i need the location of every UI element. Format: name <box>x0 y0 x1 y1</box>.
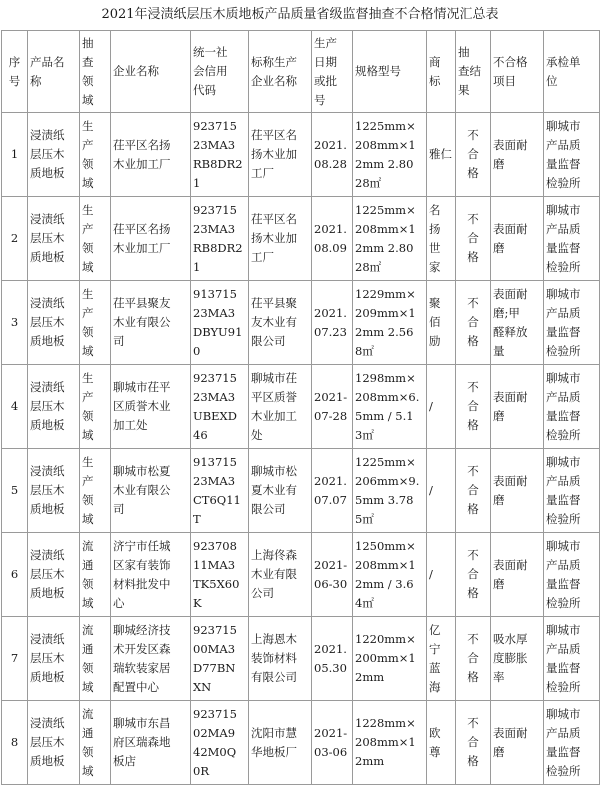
cell-lab: 聊城市 产品质 量监督 检验所 <box>544 365 600 449</box>
cell-result: 不 合 格 <box>456 365 491 449</box>
cell-credit-code: 923715 23MA3 RB8DR2 1 <box>191 113 249 197</box>
cell-field: 生 产 领 域 <box>80 449 111 533</box>
cell-result: 不 合 格 <box>456 449 491 533</box>
table-row <box>2 617 600 701</box>
cell-spec: 1228mm× 208mm×1 2mm <box>353 701 427 785</box>
table-row <box>2 365 600 449</box>
cell-credit-code: 923715 02MA9 42M0Q 0R <box>191 701 249 785</box>
cell-brand: 欧 尊 <box>427 701 456 785</box>
cell-product: 浸渍纸 层压木 质地板 <box>28 365 80 449</box>
cell-spec: 1225mm× 208mm×1 2mm 2.80 28㎡ <box>353 197 427 281</box>
cell-brand: / <box>427 365 456 449</box>
cell-lab: 聊城市 产品质 量监督 检验所 <box>544 197 600 281</box>
cell-date: 2021- 03-06 <box>312 701 353 785</box>
cell-date: 2021. 07.23 <box>312 281 353 365</box>
cell-product: 浸渍纸 层压木 质地板 <box>28 281 80 365</box>
cell-company: 济宁市任城 区家有装饰 材料批发中 心 <box>111 533 191 617</box>
cell-product: 浸渍纸 层压木 质地板 <box>28 449 80 533</box>
failed-products-table <box>1 30 600 785</box>
cell-field: 流 通 领 域 <box>80 701 111 785</box>
table-header-row <box>2 31 600 113</box>
cell-field: 生 产 领 域 <box>80 365 111 449</box>
cell-product: 浸渍纸 层压木 质地板 <box>28 533 80 617</box>
header-date: 生产 日期 或批 号 <box>312 31 353 113</box>
cell-lab: 聊城市 产品质 量监督 检验所 <box>544 449 600 533</box>
cell-date: 2021. 08.09 <box>312 197 353 281</box>
cell-nominal-company: 聊城市松 夏木业有 限公司 <box>249 449 312 533</box>
cell-lab: 聊城市 产品质 量监督 检验所 <box>544 533 600 617</box>
cell-brand: / <box>427 533 456 617</box>
cell-brand: 聚 佰 励 <box>427 281 456 365</box>
page-title: 2021年浸渍纸层压木质地板产品质量省级监督抽查不合格情况汇总表 <box>101 7 499 22</box>
cell-nominal-company: 茌平区名 扬木业加 工厂 <box>249 197 312 281</box>
cell-seq: 7 <box>2 617 28 701</box>
cell-brand: 亿 宁 蓝 海 <box>427 617 456 701</box>
cell-brand: / <box>427 449 456 533</box>
cell-failed-items: 表面耐 磨;甲 醛释放 量 <box>491 281 544 365</box>
cell-spec: 1225mm× 206mm×9. 5mm 3.78 5㎡ <box>353 449 427 533</box>
cell-field: 流 通 领 域 <box>80 533 111 617</box>
cell-seq: 3 <box>2 281 28 365</box>
cell-spec: 1225mm× 208mm×1 2mm 2.80 28㎡ <box>353 113 427 197</box>
header-lab: 承检单 位 <box>544 31 600 113</box>
cell-company: 茌平区名扬 木业加工厂 <box>111 113 191 197</box>
cell-failed-items: 表面耐 磨 <box>491 533 544 617</box>
cell-failed-items: 表面耐 磨 <box>491 365 544 449</box>
cell-credit-code: 923715 00MA3 D77BN XN <box>191 617 249 701</box>
cell-seq: 8 <box>2 701 28 785</box>
table-row <box>2 281 600 365</box>
cell-failed-items: 表面耐 磨 <box>491 113 544 197</box>
header-seq: 序 号 <box>2 31 28 113</box>
cell-spec: 1229mm× 209mm×1 2mm 2.56 8㎡ <box>353 281 427 365</box>
cell-failed-items: 表面耐 磨 <box>491 701 544 785</box>
header-result: 抽 查结 果 <box>456 31 491 113</box>
cell-result: 不 合 格 <box>456 113 491 197</box>
cell-failed-items: 表面耐 磨 <box>491 197 544 281</box>
table-row <box>2 197 600 281</box>
cell-brand: 雅仁 <box>427 113 456 197</box>
cell-field: 流 通 领 域 <box>80 617 111 701</box>
cell-date: 2021- 07-28 <box>312 365 353 449</box>
header-credit-code: 统一社 会信用 代码 <box>191 31 249 113</box>
cell-product: 浸渍纸 层压木 质地板 <box>28 197 80 281</box>
cell-failed-items: 吸水厚 度膨胀 率 <box>491 617 544 701</box>
cell-nominal-company: 上海恩木 装饰材料 有限公司 <box>249 617 312 701</box>
cell-seq: 2 <box>2 197 28 281</box>
cell-result: 不 合 格 <box>456 617 491 701</box>
cell-company: 聊城市茌平 区质誉木业 加工处 <box>111 365 191 449</box>
cell-result: 不 合 格 <box>456 281 491 365</box>
cell-company: 茌平县聚友 木业有限公 司 <box>111 281 191 365</box>
cell-date: 2021- 06-30 <box>312 533 353 617</box>
cell-nominal-company: 聊城市茌 平区质誉 木业加工 处 <box>249 365 312 449</box>
table-row <box>2 533 600 617</box>
cell-nominal-company: 沈阳市慧 华地板厂 <box>249 701 312 785</box>
header-product: 产品名 称 <box>28 31 80 113</box>
cell-spec: 1250mm× 208mm×1 2mm / 3.6 4㎡ <box>353 533 427 617</box>
cell-nominal-company: 茌平区名 扬木业加 工厂 <box>249 113 312 197</box>
cell-field: 生 产 领 域 <box>80 197 111 281</box>
cell-brand: 名 扬 世 家 <box>427 197 456 281</box>
header-brand: 商 标 <box>427 31 456 113</box>
cell-failed-items: 表面耐 磨 <box>491 449 544 533</box>
cell-seq: 6 <box>2 533 28 617</box>
cell-result: 不 合 格 <box>456 197 491 281</box>
table-row <box>2 449 600 533</box>
cell-result: 不 合 格 <box>456 701 491 785</box>
cell-seq: 5 <box>2 449 28 533</box>
cell-company: 聊城经济技 术开发区森 瑞软装家居 配置中心 <box>111 617 191 701</box>
cell-seq: 1 <box>2 113 28 197</box>
cell-lab: 聊城市 产品质 量监督 检验所 <box>544 701 600 785</box>
cell-company: 聊城市松夏 木业有限公 司 <box>111 449 191 533</box>
cell-product: 浸渍纸 层压木 质地板 <box>28 113 80 197</box>
header-field: 抽 查 领 域 <box>80 31 111 113</box>
cell-nominal-company: 上海佟森 木业有限 公司 <box>249 533 312 617</box>
cell-credit-code: 913715 23MA3 DBYU91 0 <box>191 281 249 365</box>
table-row <box>2 113 600 197</box>
cell-date: 2021. 07.07 <box>312 449 353 533</box>
cell-company: 茌平区名扬 木业加工厂 <box>111 197 191 281</box>
table-row <box>2 701 600 785</box>
cell-seq: 4 <box>2 365 28 449</box>
cell-credit-code: 923708 11MA3 TK5X60 K <box>191 533 249 617</box>
cell-credit-code: 923715 23MA3 RB8DR2 1 <box>191 197 249 281</box>
cell-lab: 聊城市 产品质 量监督 检验所 <box>544 617 600 701</box>
cell-spec: 1220mm× 200mm×1 2mm <box>353 617 427 701</box>
cell-product: 浸渍纸 层压木 质地板 <box>28 701 80 785</box>
cell-credit-code: 923715 23MA3 UBEXD 46 <box>191 365 249 449</box>
header-company: 企业名称 <box>111 31 191 113</box>
cell-field: 生 产 领 域 <box>80 113 111 197</box>
cell-company: 聊城市东昌 府区瑞森地 板店 <box>111 701 191 785</box>
cell-credit-code: 913715 23MA3 CT6Q11 T <box>191 449 249 533</box>
cell-date: 2021. 05.30 <box>312 617 353 701</box>
cell-date: 2021. 08.28 <box>312 113 353 197</box>
header-spec: 规格型号 <box>353 31 427 113</box>
cell-field: 生 产 领 域 <box>80 281 111 365</box>
header-nominal-company: 标称生产 企业名称 <box>249 31 312 113</box>
cell-lab: 聊城市 产品质 量监督 检验所 <box>544 113 600 197</box>
cell-nominal-company: 茌平县聚 友木业有 限公司 <box>249 281 312 365</box>
cell-lab: 聊城市 产品质 量监督 检验所 <box>544 281 600 365</box>
cell-result: 不 合 格 <box>456 533 491 617</box>
header-failed-items: 不合格 项目 <box>491 31 544 113</box>
cell-product: 浸渍纸 层压木 质地板 <box>28 617 80 701</box>
cell-spec: 1298mm× 208mm×6. 5mm / 5.1 3㎡ <box>353 365 427 449</box>
